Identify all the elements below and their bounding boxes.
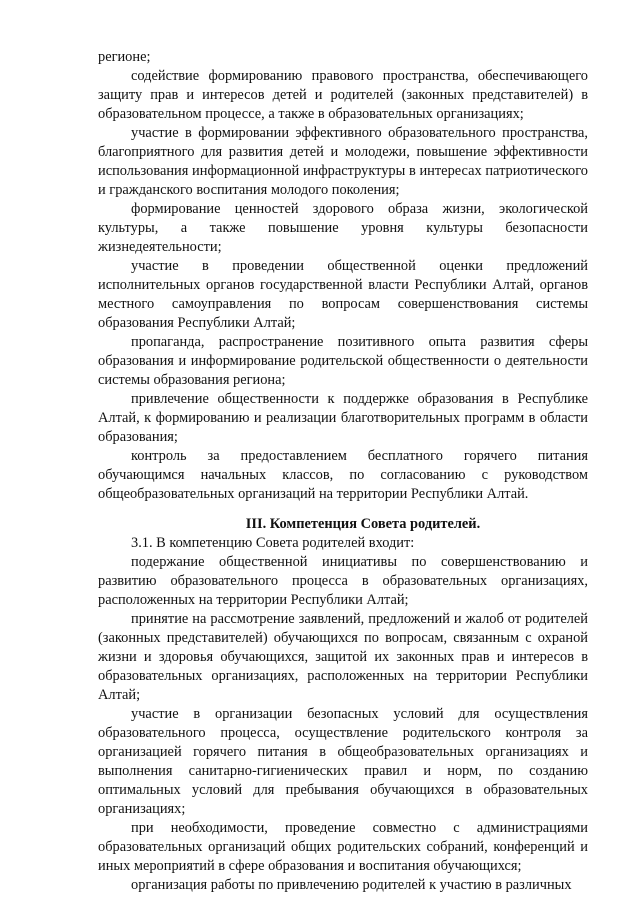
paragraph-4: формирование ценностей здорового образа жизни, экологической культуры, а также повышение уровня культуры безопасности жизнедеятельности; — [98, 201, 588, 255]
paragraph-12: участие в организации безопасных условий для осуществления образовательного процесса, осуществление родительского контроля за организацией горячего питания в общеобразовательных организациях и выполнения санитарно-гигиенических правил и норм, по созданию оптимальных условий для пребывания обучающихся в образовательных организациях; — [98, 706, 588, 817]
paragraph-8: контроль за предоставлением бесплатного горячего питания обучающимся начальных классов, по согласованию с руководством общеобразовательных организаций на территории Республики Алтай. — [98, 448, 588, 502]
paragraph-11: принятие на рассмотрение заявлений, предложений и жалоб от родителей (законных представителей) обучающихся по вопросам, связанным с охраной жизни и здоровья обучающихся, защитой их законных прав и интересов в образовательных организациях, расположенных на территории Республики Алтай; — [98, 611, 588, 703]
paragraph-3: участие в формировании эффективного образовательного пространства, благоприятного для развития детей и молодежи, повышение эффективности использования информационной инфраструктуры в интересах патриотического и гражданского воспитания молодого поколения; — [98, 125, 588, 198]
section-heading: III. Компетенция Совета родителей. — [245, 516, 481, 532]
paragraph-5: участие в проведении общественной оценки предложений исполнительных органов государственной власти Республики Алтай, органов местного самоуправления по вопросам совершенствования системы образования Республики Алтай; — [98, 258, 588, 331]
paragraph-10: подержание общественной инициативы по совершенствованию и развитию образовательного процесса в образовательных организациях, расположенных на территории Республики Алтай; — [98, 554, 588, 608]
paragraph-7: привлечение общественности к поддержке образования в Республике Алтай, к формированию и реализации благотворительных программ в области образования; — [98, 391, 588, 445]
paragraph-1: регионе; — [98, 49, 151, 65]
paragraph-13: при необходимости, проведение совместно с администрациями образовательных организаций общих родительских собраний, конференций и иных мероприятий в сфере образования и воспитания обучающихся; — [98, 820, 588, 874]
paragraph-14: организация работы по привлечению родителей к участию в различных — [131, 877, 572, 893]
paragraph-2: содействие формированию правового пространства, обеспечивающего защиту прав и интересов детей и родителей (законных представителей) в образовательном процессе, а также в образовательных организациях; — [98, 68, 588, 122]
paragraph-9: 3.1. В компетенцию Совета родителей входит: — [131, 535, 415, 551]
paragraph-6: пропаганда, распространение позитивного опыта развития сферы образования и информирование родительской общественности о деятельности системы образования региона; — [98, 334, 588, 388]
